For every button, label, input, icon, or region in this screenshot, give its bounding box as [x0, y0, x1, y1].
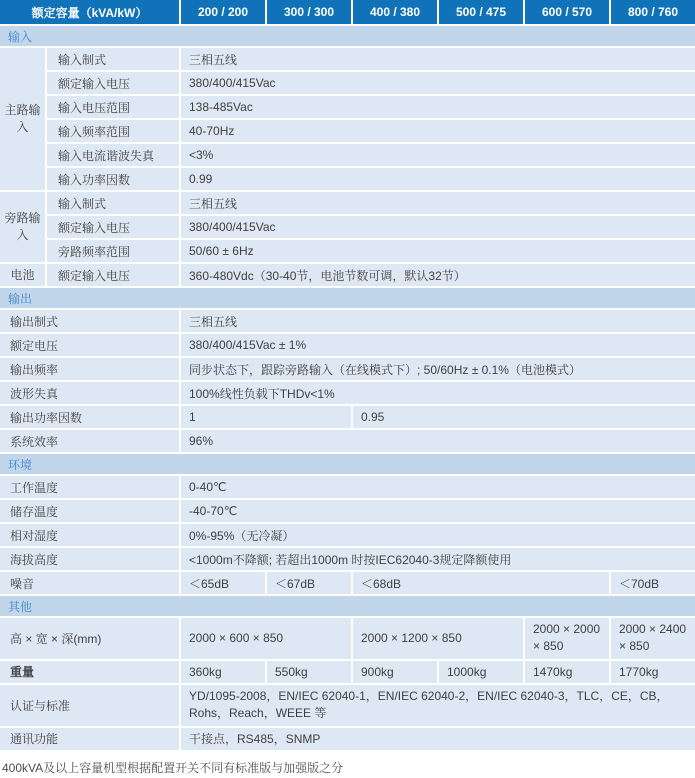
table-row [0, 310, 695, 332]
row-value: 40-70Hz [181, 120, 695, 142]
table-row [47, 240, 695, 262]
row-label: 旁路频率范围 [47, 240, 179, 262]
row-value: 380/400/415Vac ± 1% [181, 334, 695, 356]
power-factor-200-300: 1 [181, 406, 351, 428]
row-label: 相对湿度 [0, 524, 179, 546]
row-value: 0%-95%（无冷凝） [181, 524, 695, 546]
group-battery [0, 264, 695, 286]
table-row [47, 48, 695, 70]
table-row-communication [0, 728, 695, 750]
group-bypass-input [0, 192, 695, 262]
table-row [0, 382, 695, 404]
row-value: 100%线性负载下THDv<1% [181, 382, 695, 404]
row-value: <3% [181, 144, 695, 166]
table-row [47, 96, 695, 118]
weight-600kva: 1470kg [525, 661, 609, 683]
group-label-bypass-input: 旁路输入 [0, 192, 45, 262]
table-header-row [0, 0, 695, 24]
row-label: 输入电压范围 [47, 96, 179, 118]
table-row [0, 334, 695, 356]
noise-200kva: ＜65dB [181, 572, 265, 594]
row-label: 系统效率 [0, 430, 179, 452]
table-row-power-factor [0, 406, 695, 428]
row-label: 重量 [0, 661, 179, 683]
table-row-weight [0, 661, 695, 683]
dimensions-800: 2000 × 2400 × 850 [611, 618, 695, 659]
dimensions-600: 2000 × 2000 × 850 [525, 618, 609, 659]
row-label: 额定电压 [0, 334, 179, 356]
section-row-other [0, 596, 695, 616]
table-row [0, 524, 695, 546]
row-value: 96% [181, 430, 695, 452]
weight-200kva: 360kg [181, 661, 265, 683]
row-label: 输入制式 [47, 192, 179, 214]
weight-800kva: 1770kg [611, 661, 695, 683]
section-row-output [0, 288, 695, 308]
row-value: 380/400/415Vac [181, 72, 695, 94]
row-value: 360-480Vdc（30-40节，电池节数可调，默认32节） [181, 264, 695, 286]
footnote: 400kVA及以上容量机型根据配置开关不同有标准版与加强版之分 [2, 760, 344, 775]
row-value: 0-40℃ [181, 476, 695, 498]
table-row [47, 120, 695, 142]
row-label: 海拔高度 [0, 548, 179, 570]
table-row [0, 500, 695, 522]
row-value: 三相五线 [181, 48, 695, 70]
row-value: 138-485Vac [181, 96, 695, 118]
row-label: 输出功率因数 [0, 406, 179, 428]
table-row [47, 192, 695, 214]
table-row [47, 144, 695, 166]
header-col-500-475: 500 / 475 [439, 0, 523, 24]
weight-300kva: 550kg [267, 661, 351, 683]
section-row-input [0, 26, 695, 46]
section-title-other: 其他 [0, 596, 695, 616]
weight-400kva: 900kg [353, 661, 437, 683]
group-label-main-input: 主路输入 [0, 48, 45, 190]
table-row [47, 168, 695, 190]
row-label: 输出制式 [0, 310, 179, 332]
table-row [0, 358, 695, 380]
row-label: 额定输入电压 [47, 264, 179, 286]
noise-300kva: ＜67dB [267, 572, 351, 594]
table-row [47, 216, 695, 238]
dimensions-200-300: 2000 × 600 × 850 [181, 618, 351, 659]
header-col-800-760: 800 / 760 [611, 0, 695, 24]
row-label: 高 × 宽 × 深(mm) [0, 618, 179, 659]
header-col-600-570: 600 / 570 [525, 0, 609, 24]
noise-800kva: ＜70dB [611, 572, 695, 594]
row-value: 0.99 [181, 168, 695, 190]
table-row-certification [0, 685, 695, 726]
table-row [47, 264, 695, 286]
row-value: <1000m不降额; 若超出1000m 时按IEC62040-3规定降额使用 [181, 548, 695, 570]
row-label: 工作温度 [0, 476, 179, 498]
header-col-400-380: 400 / 380 [353, 0, 437, 24]
group-label-battery: 电池 [0, 264, 45, 286]
row-value: 干接点，RS485，SNMP [181, 728, 695, 750]
power-factor-400-800: 0.95 [353, 406, 695, 428]
row-label: 输入电流谐波失真 [47, 144, 179, 166]
row-label: 噪音 [0, 572, 179, 594]
table-row [0, 430, 695, 452]
row-label: 输出频率 [0, 358, 179, 380]
row-value: 三相五线 [181, 192, 695, 214]
row-label: 认证与标准 [0, 685, 179, 726]
section-title-input: 输入 [0, 26, 695, 46]
header-col-300-300: 300 / 300 [267, 0, 351, 24]
row-label: 输入制式 [47, 48, 179, 70]
table-row [0, 476, 695, 498]
section-title-environment: 环境 [0, 454, 695, 474]
table-row-noise [0, 572, 695, 594]
row-label: 额定输入电压 [47, 216, 179, 238]
row-value: -40-70℃ [181, 500, 695, 522]
row-value: 三相五线 [181, 310, 695, 332]
row-label: 通讯功能 [0, 728, 179, 750]
group-main-input [0, 48, 695, 190]
row-value: YD/1095-2008，EN/IEC 62040-1，EN/IEC 62040-2，EN/IEC 62040-3，TLC，CE，CB，Rohs，Reach，WEEE 等 [181, 685, 695, 726]
table-row [0, 548, 695, 570]
weight-500kva: 1000kg [439, 661, 523, 683]
header-rated-capacity: 额定容量（kVA/kW） [0, 0, 179, 24]
row-label: 额定输入电压 [47, 72, 179, 94]
table-row-dimensions [0, 618, 695, 659]
row-label: 输入功率因数 [47, 168, 179, 190]
row-label: 储存温度 [0, 500, 179, 522]
header-col-200-200: 200 / 200 [181, 0, 265, 24]
section-title-output: 输出 [0, 288, 695, 308]
row-label: 波形失真 [0, 382, 179, 404]
dimensions-400-500: 2000 × 1200 × 850 [353, 618, 523, 659]
row-value: 同步状态下，跟踪旁路输入（在线模式下）; 50/60Hz ± 0.1%（电池模式） [181, 358, 695, 380]
table-row [47, 72, 695, 94]
row-label: 输入频率范围 [47, 120, 179, 142]
noise-400-600kva: ＜68dB [353, 572, 609, 594]
row-value: 380/400/415Vac [181, 216, 695, 238]
row-value: 50/60 ± 6Hz [181, 240, 695, 262]
section-row-environment [0, 454, 695, 474]
